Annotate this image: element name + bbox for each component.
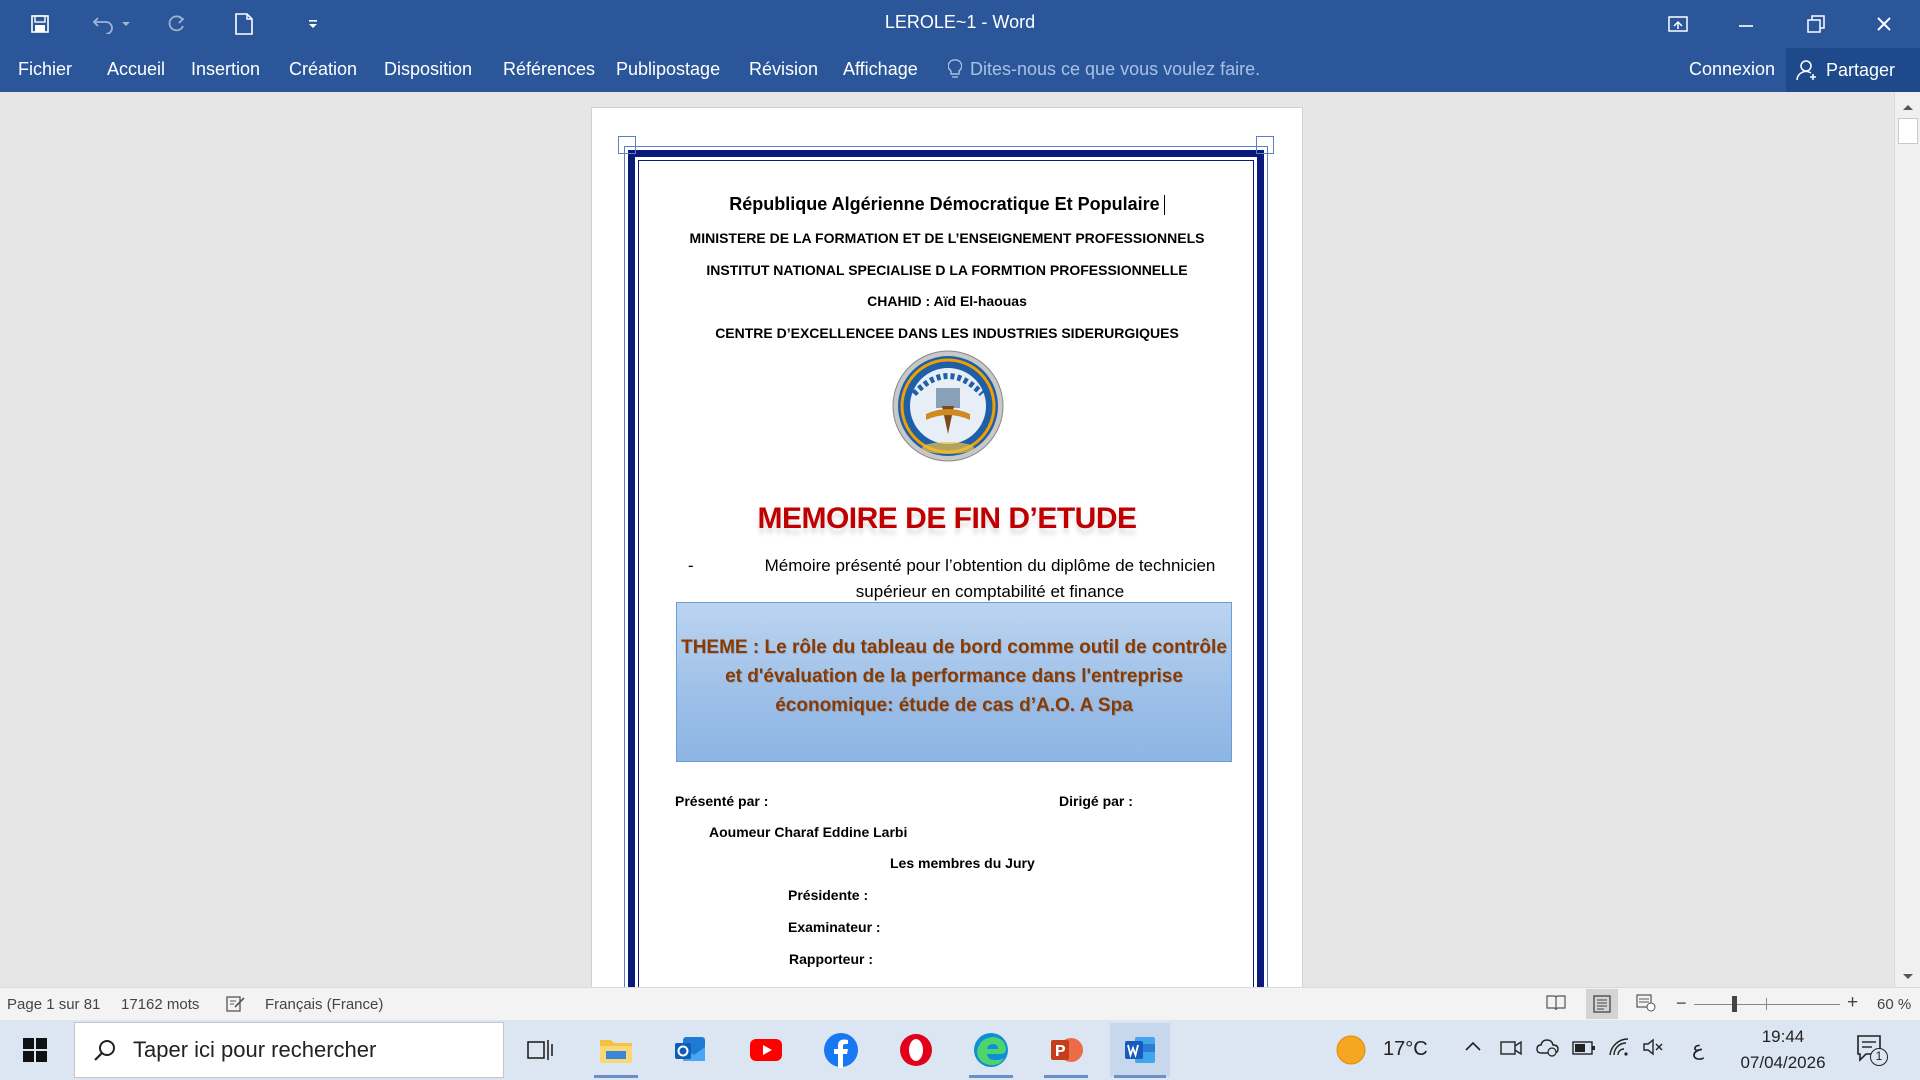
tell-me-search[interactable] — [948, 56, 1260, 82]
print-layout-icon — [1593, 995, 1611, 1013]
zoom-level[interactable]: 60 % — [1877, 996, 1912, 1013]
theme-line-1: THEME : Le rôle du tableau de bord comme outil de contrôle — [681, 637, 1227, 658]
tab-revision[interactable]: Révision — [749, 59, 819, 79]
running-indicator — [594, 1075, 638, 1078]
text-cursor — [1164, 195, 1165, 215]
document-page[interactable] — [592, 108, 1302, 987]
close-icon[interactable] — [1852, 0, 1916, 48]
jury-heading: Les membres du Jury — [890, 855, 1035, 871]
ministry-line: MINISTERE DE LA FORMATION ET DE L’ENSEIGNEMENT PROFESSIONNELS — [689, 230, 1205, 246]
list-bullet: - — [688, 556, 694, 575]
weather-temp[interactable]: 17°C — [1383, 1038, 1428, 1060]
volume-muted-icon[interactable] — [1642, 1037, 1664, 1063]
running-indicator — [1044, 1075, 1088, 1078]
zoom-slider[interactable] — [1694, 1004, 1840, 1005]
powerpoint-icon[interactable] — [1036, 1026, 1096, 1074]
subtitle-line-1: Mémoire présenté pour l’obtention du diplôme de technicien — [764, 556, 1216, 575]
clock-date: 07/04/2026 — [1740, 1053, 1826, 1072]
ribbon-display-options-icon[interactable] — [1646, 0, 1710, 48]
tab-affichage[interactable]: Affichage — [843, 59, 918, 79]
tab-references[interactable]: Références — [503, 59, 596, 79]
examinateur-label: Examinateur : — [788, 919, 881, 935]
ribbon-tabs — [0, 48, 1920, 92]
running-indicator — [969, 1075, 1013, 1078]
chevron-up-icon[interactable] — [1464, 1036, 1482, 1059]
share-label: Partager — [1826, 59, 1896, 80]
notification-center-icon[interactable] — [1856, 1034, 1884, 1069]
vertical-scrollbar[interactable] — [1894, 92, 1920, 987]
input-language[interactable]: ع — [1692, 1038, 1704, 1060]
scroll-up-icon[interactable] — [1902, 98, 1914, 116]
scroll-thumb[interactable] — [1898, 118, 1918, 144]
windows-icon — [23, 1038, 47, 1062]
tell-me-placeholder: Dites-nous ce que vous voulez faire. — [970, 59, 1261, 79]
weather-icon[interactable] — [1336, 1035, 1366, 1070]
meet-now-icon[interactable] — [1500, 1038, 1522, 1064]
zoom-slider-thumb[interactable] — [1732, 996, 1737, 1012]
presented-by-label: Présenté par : — [675, 793, 769, 809]
scroll-down-icon[interactable] — [1902, 968, 1914, 986]
taskbar — [0, 1020, 1920, 1080]
facebook-icon[interactable] — [811, 1026, 871, 1074]
proofing-icon[interactable] — [226, 995, 246, 1017]
institute-line: INSTITUT NATIONAL SPECIALISE D LA FORMTION PROFESSIONNELLE — [706, 262, 1188, 278]
title-bar — [0, 0, 1920, 48]
notification-badge: 1 — [1870, 1048, 1888, 1066]
outlook-icon[interactable] — [660, 1026, 720, 1074]
directed-by-label: Dirigé par : — [1059, 793, 1133, 809]
clock-time: 19:44 — [1761, 1027, 1805, 1046]
print-layout-button[interactable] — [1586, 989, 1618, 1019]
chahid-line: CHAHID : Aïd El-haouas — [867, 293, 1027, 309]
student-name: Aoumeur Charaf Eddine Larbi — [709, 824, 908, 840]
rapporteur-label: Rapporteur : — [789, 951, 873, 967]
lightbulb-icon — [948, 59, 962, 79]
edge-icon[interactable] — [961, 1026, 1021, 1074]
theme-text — [681, 633, 1227, 720]
restore-icon[interactable] — [1784, 0, 1848, 48]
opera-icon[interactable] — [886, 1026, 946, 1074]
theme-line-3: économique: étude de cas d’A.O. A Spa — [775, 695, 1133, 716]
document-canvas[interactable] — [0, 92, 1894, 987]
person-icon — [1796, 59, 1818, 81]
theme-box — [676, 602, 1232, 762]
institute-logo — [890, 348, 1006, 464]
youtube-icon[interactable] — [736, 1026, 796, 1074]
onedrive-icon[interactable] — [1536, 1037, 1560, 1063]
read-mode-icon[interactable] — [1546, 994, 1566, 1016]
tab-insertion[interactable]: Insertion — [191, 59, 261, 79]
taskbar-search[interactable] — [74, 1022, 504, 1078]
word-taskbar-icon[interactable] — [1110, 1023, 1170, 1077]
memoire-title: MEMOIRE DE FIN D’ETUDE — [757, 502, 1137, 535]
tab-publipostage[interactable]: Publipostage — [616, 59, 721, 79]
border-corner — [1256, 136, 1274, 154]
search-icon — [93, 1038, 117, 1062]
border-corner — [618, 136, 636, 154]
zoom-in-icon[interactable]: + — [1847, 992, 1859, 1013]
tab-accueil[interactable]: Accueil — [107, 59, 166, 79]
republic-text: République Algérienne Démocratique Et Populaire — [729, 194, 1160, 214]
signin-link[interactable]: Connexion — [1689, 59, 1776, 79]
minimize-icon[interactable] — [1714, 0, 1778, 48]
republic-heading — [592, 194, 1302, 215]
task-view-icon[interactable] — [510, 1026, 570, 1074]
tab-disposition[interactable]: Disposition — [384, 59, 473, 79]
wifi-icon[interactable] — [1608, 1037, 1630, 1063]
language-status[interactable]: Français (France) — [265, 996, 384, 1013]
theme-line-2: et d'évaluation de la performance dans l'entreprise — [725, 666, 1183, 687]
share-button[interactable] — [1786, 48, 1920, 92]
battery-icon[interactable] — [1572, 1039, 1596, 1062]
tab-fichier[interactable]: Fichier — [18, 59, 73, 79]
search-placeholder: Taper ici pour rechercher — [133, 1037, 377, 1062]
active-indicator — [1114, 1075, 1166, 1078]
status-bar — [0, 987, 1920, 1020]
presidente-label: Présidente : — [788, 887, 869, 903]
zoom-out-icon[interactable]: − — [1676, 993, 1687, 1013]
start-button[interactable] — [0, 1020, 70, 1080]
window-title: LEROLE~1 - Word — [884, 12, 1036, 32]
centre-line: CENTRE D’EXCELLENCEE DANS LES INDUSTRIES SIDERURGIQUES — [715, 325, 1179, 341]
web-layout-icon[interactable] — [1636, 994, 1656, 1016]
zoom-slider-center-tick — [1766, 998, 1767, 1010]
file-explorer-icon[interactable] — [586, 1026, 646, 1074]
word-count[interactable]: 17162 mots — [121, 996, 200, 1013]
tab-creation[interactable]: Création — [289, 59, 358, 79]
subtitle-line-2: supérieur en comptabilité et finance — [855, 582, 1125, 601]
page-count[interactable]: Page 1 sur 81 — [7, 996, 101, 1013]
clock[interactable] — [1728, 1024, 1838, 1076]
